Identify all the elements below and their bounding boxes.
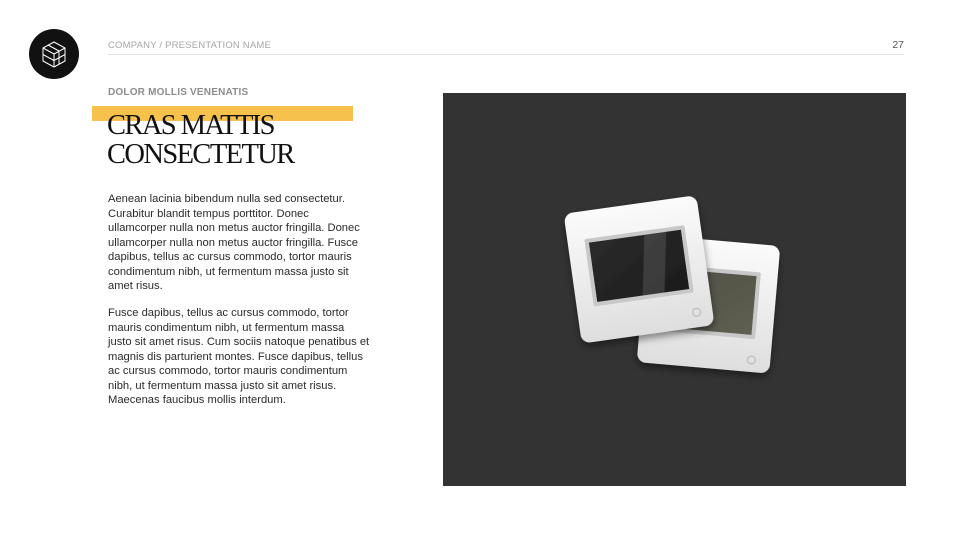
header-breadcrumb: COMPANY / PRESENTATION NAME [108, 40, 272, 51]
page-title-line: CRAS MATTIS [107, 110, 274, 141]
company-logo [29, 29, 79, 79]
isometric-cube-icon [39, 39, 69, 69]
page-title [107, 111, 294, 169]
page-number: 27 [892, 39, 904, 51]
slides-icon [443, 93, 906, 486]
header-divider [108, 54, 904, 55]
feature-image [443, 93, 906, 486]
body-paragraph: Aenean lacinia bibendum nulla sed consectetur. Curabitur blandit tempus porttitor. Donec ullamcorper nulla non metus auctor fringilla. Donec ullamcorper nulla non metus auctor fringilla. Fusce dapibus, tellus ac cursus commodo, tortor mauris condimentum nibh, ut fermentum massa justo sit amet risus. [108, 193, 360, 292]
section-kicker: DOLOR MOLLIS VENENATIS [108, 87, 249, 98]
body-paragraph: Fusce dapibus, tellus ac cursus commodo, tortor mauris condimentum nibh, ut fermentum massa justo sit amet risus. Cum sociis natoque penatibus et magnis dis parturient montes. Fusce dapibus, tellus ac cursus commodo, tortor mauris condimentum nibh, ut fermentum massa justo sit amet risus. Maecenas faucibus mollis interdum. [108, 307, 370, 406]
page-title-line: CONSECTETUR [107, 139, 294, 170]
